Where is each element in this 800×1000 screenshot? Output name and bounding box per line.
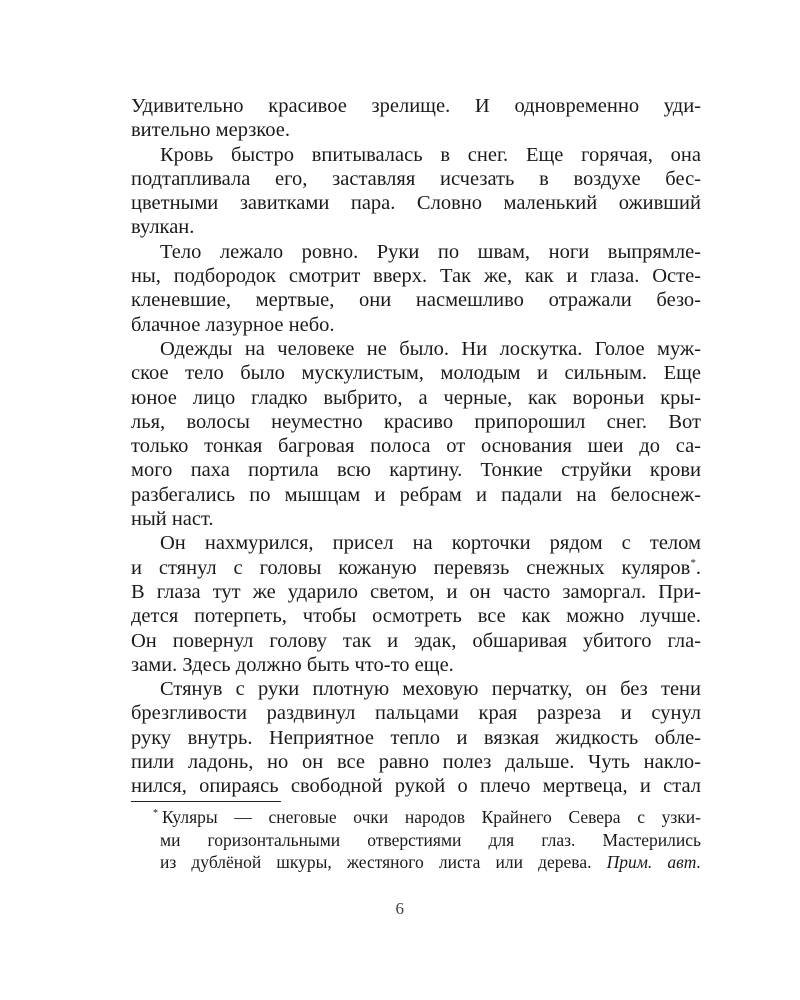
text-line: разбегались по мышцам и ребрам и падали на белоснеж- — [131, 483, 701, 506]
text-line: Кровь быстро впитывалась в снег. Еще горячая, она — [160, 143, 701, 166]
text-line: руку внутрь. Неприятное тепло и вязкая жидкость обле- — [131, 726, 701, 749]
text-line: зами. Здесь должно быть что-то еще. — [131, 653, 454, 676]
text-line: ское тело было мускулистым, молодым и сильным. Еще — [131, 362, 701, 385]
body-text — [131, 94, 701, 799]
text-line: Удивительно красивое зрелище. И одновременно уди- — [131, 95, 701, 117]
text-line: пили ладонь, но он все равно полез дальше. Чуть накло- — [131, 751, 701, 774]
text-line: цветными завитками пара. Словно маленький оживший — [131, 192, 701, 215]
footnote-reference: * — [690, 556, 696, 569]
page-number: 6 — [395, 899, 405, 918]
text-line: кленевшие, мертвые, они насмешливо отражали безо- — [131, 289, 701, 312]
footnote-line: ми горизонтальными отверстиями для глаз. Мастерились — [160, 829, 701, 850]
text-line: лья, волосы неуместно красиво припорошил снег. Вот — [131, 410, 701, 433]
footnote — [153, 806, 701, 874]
footnote-divider — [131, 801, 281, 802]
footnote-marker: * — [153, 808, 158, 820]
text-line: Тело лежало ровно. Руки по швам, ноги выпрямле- — [160, 240, 701, 263]
text-line: Он нахмурился, присел на корточки рядом с телом — [160, 532, 701, 555]
footnote-line: * Куляры — снеговые очки народов Крайнего Севера с узки- — [153, 807, 701, 827]
text-line: вительно мерзкое. — [131, 119, 290, 142]
author-note: Прим. авт. — [606, 852, 701, 872]
footnote-line: из дублёной шкуры, жестяного листа или дерева. Прим. авт. — [160, 852, 701, 872]
text-line: ный наст. — [131, 508, 214, 531]
text-line: Он повернул голову так и эдак, обшаривая убитого гла- — [131, 629, 701, 652]
text-line: только тонкая багровая полоса от основания шеи до са- — [131, 435, 701, 458]
text-line: дется потерпеть, чтобы осмотреть все как можно лучше. — [131, 605, 701, 628]
text-line: и стянул с головы кожаную перевязь снежных куляров*. — [131, 556, 701, 579]
text-line: нился, опираясь свободной рукой о плечо мертвеца, и стал — [131, 775, 701, 798]
text-line: юное лицо гладко выбрито, а черные, как вороньи кры- — [131, 386, 701, 409]
text-line: Стянув с руки плотную меховую перчатку, он без тени — [160, 678, 701, 701]
text-line: мого паха портила всю картину. Тонкие струйки крови — [131, 459, 701, 482]
text-line: В глаза тут же ударило светом, и он часто заморгал. При- — [131, 580, 701, 603]
text-line: блачное лазурное небо. — [131, 313, 335, 336]
text-line: Одежды на человеке не было. Ни лоскутка. Голое муж- — [160, 337, 701, 360]
text-line: вулкан. — [131, 216, 195, 239]
text-line: ны, подбородок смотрит вверх. Так же, как и глаза. Осте- — [131, 265, 701, 288]
text-line: подтапливала его, заставляя исчезать в воздухе бес- — [131, 167, 701, 190]
text-line: брезгливости раздвинул пальцами края разреза и сунул — [131, 702, 701, 725]
